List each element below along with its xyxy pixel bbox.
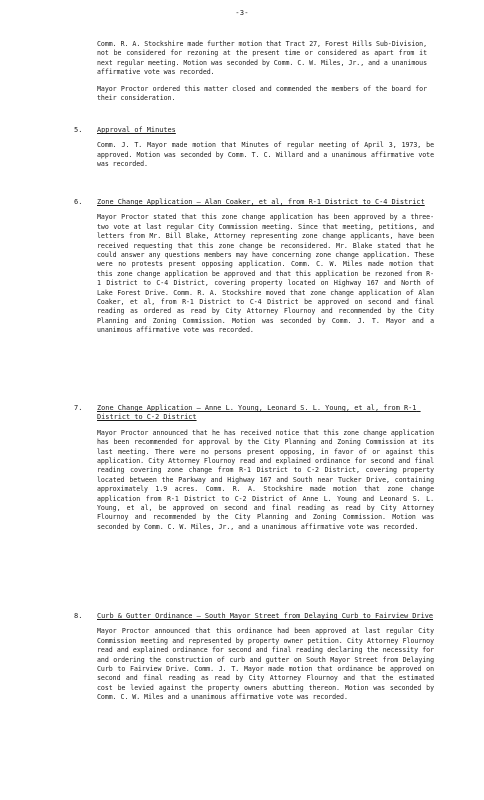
section-heading: Curb & Gutter Ordinance – South Mayor Street from Delaying Curb to Fairview Drive: [97, 612, 434, 620]
section-paragraph: Mayor Proctor announced that he has received notice that this zone change application has been recommended for approval by the City Planning and Zoning Commission at its last meeting. There were no persons present opposing, in favor of or against this application. City Attorney Flournoy read and explained ordinance for second and final reading covering zone change from R-1 District to C-2 District, covering property located between the Parkway and Highway 167 and South near Tucker Drive, containing approximately 1.9 acres. Comm. R. A. Stockshire made motion that zone change application from R-1 District to C-2 District of Anne L. Young and Leonard S. L. Young, et al, be approved on second and final reading as read by City Attorney Flournoy and recommended by the City Planning and Zoning Commission. Motion was seconded by Comm. C. W. Miles, Jr., and a unanimous affirmative vote was recorded.: [97, 428, 434, 531]
continuation-block: [97, 40, 427, 103]
section-paragraph: Comm. J. T. Mayor made motion that Minutes of regular meeting of April 3, 1973, be approved. Motion was seconded by Comm. T. C. Willard and a unanimous affirmative vote was recorded.: [97, 141, 434, 169]
section-number: 6.: [74, 198, 83, 206]
section-zone-change-young: [74, 404, 434, 532]
section-number: 7.: [74, 404, 83, 412]
section-curb-gutter-ordinance: [74, 612, 434, 703]
section-approval-of-minutes: [74, 126, 434, 170]
section-heading: Zone Change Application – Alan Coaker, et al, from R-1 District to C-4 District: [97, 198, 425, 206]
section-zone-change-coaker: [74, 198, 434, 336]
section-paragraph: Mayor Proctor announced that this ordinance had been approved at last regular City Commission meeting and represented by property owner petition. City Attorney Flournoy read and explained ordinance for second and final reading declaring the necessity for and ordering the construction of curb and gutter on South Mayor Street from Delaying Curb to Fairview Drive. Comm. J. T. Mayor made motion that ordinance be approved on second and final reading as read by City Attorney Flournoy and that the estimated cost be levied against the property owners abutting thereon. Motion was seconded by Comm. C. W. Miles and a unanimous affirmative vote was recorded.: [97, 627, 434, 702]
section-number: 5.: [74, 126, 83, 134]
section-paragraph: Mayor Proctor stated that this zone change application has been approved by a three-two vote at last regular City Commission meeting. Since that meeting, petitions, and letters from Mr. Bill Blake, Attorney representing zone change applicants, have been received requesting that this zone change be reconsidered. Mr. Blake stated that he could answer any questions members may have concerning zone change application. These were no protests present opposing application. Comm. C. W. Miles made motion that this zone change application be approved and that this application be rezoned from R-1 District to C-4 District, covering property located on Highway 167 and North of Lake Forest Drive. Comm. R. A. Stockshire moved that zone change application of Alan Coaker, et al, from R-1 District to C-4 District be approved on second and final reading as ordered as read by City Attorney Flournoy and recommended by the City Planning and Zoning Commission. Motion was seconded by Comm. J. T. Mayor and a unanimous affirmative vote was recorded.: [97, 213, 434, 335]
continuation-paragraph: Mayor Proctor ordered this matter closed and commended the members of the board for their consideration.: [97, 84, 427, 103]
continuation-paragraph: Comm. R. A. Stockshire made further motion that Tract 27, Forest Hills Sub-Division, not be considered for rezoning at the present time or considered as apart from it next regular meeting. Motion was seconded by Comm. C. W. Miles, Jr., and a unanimous affirmative vote was recorded.: [97, 40, 427, 77]
page-number: -3-: [235, 8, 249, 17]
section-heading: Approval of Minutes: [97, 126, 176, 134]
section-heading: Zone Change Application – Anne L. Young, Leonard S. L. Young, et al, from R-1 District to C-2 District: [97, 404, 421, 422]
section-number: 8.: [74, 612, 83, 620]
